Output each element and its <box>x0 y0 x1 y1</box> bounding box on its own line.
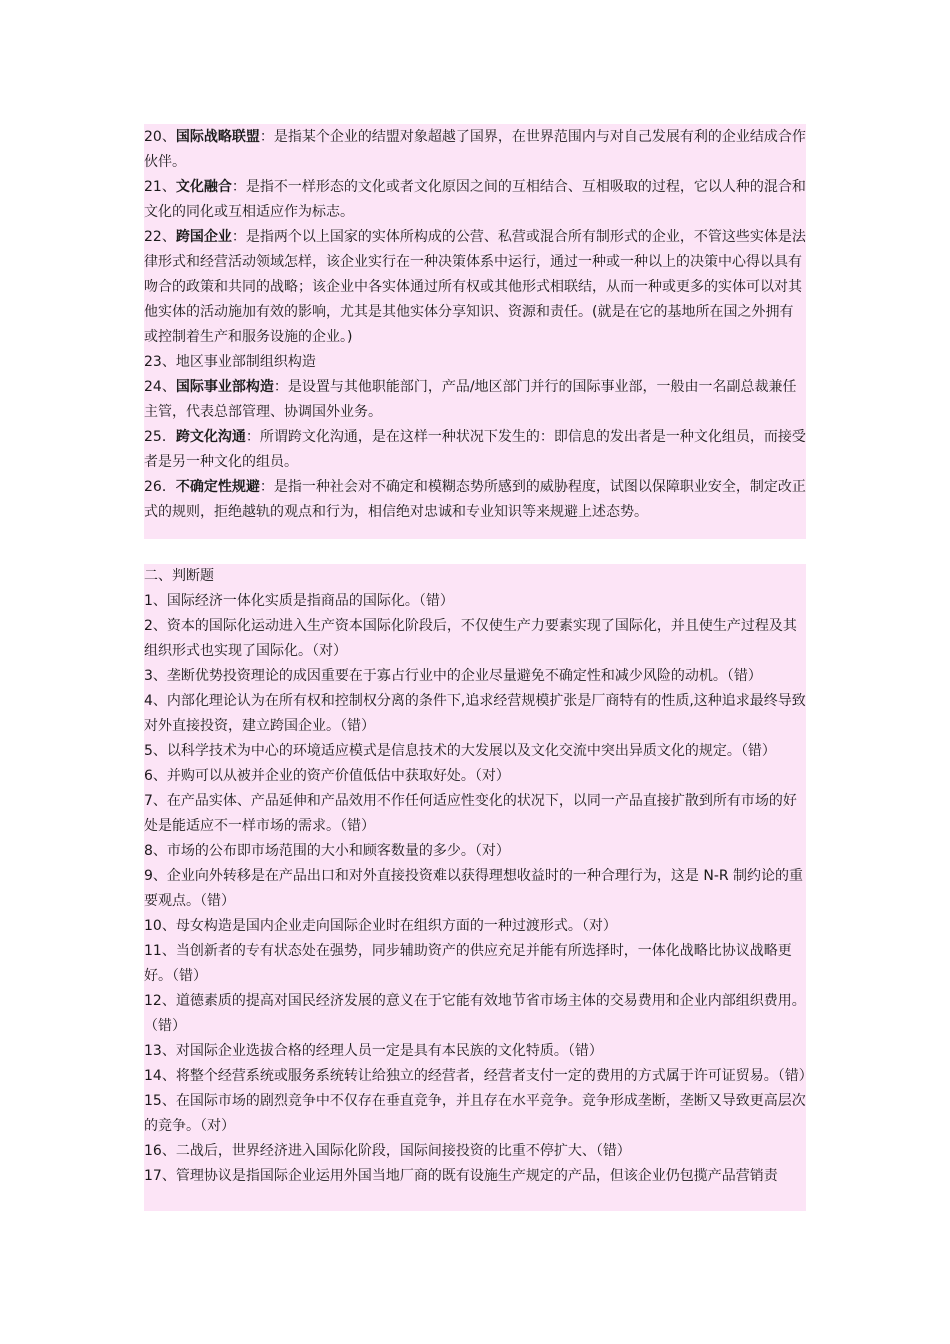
definition-text: 是指一种社会对不确定和模糊态势所感到的威胁程度，试图以保障职业安全，制定改正式的规则，拒绝越轨的观点和行为，相信绝对忠诚和专业知识等来规避上述态势。 <box>144 479 806 520</box>
definition-item <box>144 375 806 425</box>
definition-text: 所谓跨文化沟通，是在这样一种状况下发生的：即信息的发出者是一种文化组员，而接受者是另一种文化的组员。 <box>144 429 806 470</box>
judgment-item: 13、对国际企业选拔合格的经理人员一定是具有本民族的文化特质。（错） <box>144 1043 603 1059</box>
definition-text: 地区事业部制组织构造 <box>175 354 316 370</box>
judgment-item: 8、市场的公布即市场范围的大小和顾客数量的多少。（对） <box>144 843 510 859</box>
judgment-item: 3、垄断优势投资理论的成因重要在于寡占行业中的企业尽量避免不确定性和减少风险的动机。（错） <box>144 668 762 684</box>
term-separator: ： <box>259 479 274 495</box>
definition-text: 是设置与其他职能部门，产品/地区部门并行的国际事业部，一般由一名副总裁兼任主管，代表总部管理、协调国外业务。 <box>144 379 797 420</box>
item-number: 26． <box>144 479 176 495</box>
definition-term: 国际事业部构造 <box>175 379 274 395</box>
definition-text: 是指某个企业的结盟对象超越了国界，在世界范围内与对自己发展有利的企业结成合作伙伴。 <box>144 129 806 170</box>
item-number: 25． <box>144 429 176 445</box>
definition-text: 是指两个以上国家的实体所构成的公营、私营或混合所有制形式的企业，不管这些实体是法律形式和经营活动领域怎样，该企业实行在一种决策体系中运行，通过一种或一种以上的决策中心得以具有吻合的政策和共同的战略；该企业中各实体通过所有权或其他形式相联结，从而一种或更多的实体可以对其他实体的活动施加有效的影响，尤其是其他实体分享知识、资源和责任。(就是在它的基地所在国之外拥有或控制着生产和服务设施的企业。) <box>144 229 806 345</box>
judgment-item: 10、母女构造是国内企业走向国际企业时在组织方面的一种过渡形式。（对） <box>144 918 617 934</box>
judgment-item: 11、当创新者的专有状态处在强势，同步辅助资产的供应充足并能有所选择时，一体化战略比协议战略更好。（错） <box>144 943 792 984</box>
judgment-item: 17、管理协议是指国际企业运用外国当地厂商的既有设施生产规定的产品，但该企业仍包揽产品营销责 <box>144 1168 778 1184</box>
item-number: 23、 <box>144 354 176 370</box>
definition-term: 跨国企业 <box>175 229 232 245</box>
item-number: 20、 <box>144 129 176 145</box>
definition-item <box>144 350 806 375</box>
term-separator: ： <box>231 179 246 195</box>
item-number: 22、 <box>144 229 176 245</box>
definition-item <box>144 425 806 475</box>
definition-text: 是指不一样形态的文化或者文化原因之间的互相结合、互相吸取的过程，它以人种的混合和文化的同化或互相适应作为标志。 <box>144 179 806 220</box>
term-separator: ： <box>259 129 274 145</box>
item-number: 24、 <box>144 379 176 395</box>
definition-item <box>144 175 806 225</box>
section-title: 二、判断题 <box>144 568 214 584</box>
judgment-item: 14、将整个经营系统或服务系统转让给独立的经营者，经营者支付一定的费用的方式属于许可证贸易。（错） <box>144 1068 813 1084</box>
judgment-item: 15、在国际市场的剧烈竞争中不仅存在垂直竞争，并且存在水平竞争。竞争形成垄断，垄断又导致更高层次的竞争。（对） <box>144 1093 806 1134</box>
definition-item <box>144 475 806 525</box>
definition-item <box>144 225 806 350</box>
judgment-item: 9、企业向外转移是在产品出口和对外直接投资难以获得理想收益时的一种合理行为，这是 N-R 制约论的重要观点。（错） <box>144 868 804 909</box>
item-number: 21、 <box>144 179 176 195</box>
definitions-section <box>144 124 806 539</box>
judgment-item: 7、在产品实体、产品延伸和产品效用不作任何适应性变化的状况下，以同一产品直接扩散到所有市场的好处是能适应不一样市场的需求。（错） <box>144 793 797 834</box>
definition-term: 不确定性规避 <box>175 479 260 495</box>
term-separator: ： <box>231 229 246 245</box>
judgment-item: 6、并购可以从被并企业的资产价值低估中获取好处。（对） <box>144 768 510 784</box>
judgment-item: 2、资本的国际化运动进入生产资本国际化阶段后，不仅使生产力要素实现了国际化，并且使生产过程及其组织形式也实现了国际化。（对） <box>144 618 797 659</box>
judgment-item: 4、内部化理论认为在所有权和控制权分离的条件下,追求经营规模扩张是厂商特有的性质,这种追求最终导致对外直接投资，建立跨国企业。（错） <box>144 693 806 734</box>
judgment-item: 12、道德素质的提高对国民经济发展的意义在于它能有效地节省市场主体的交易费用和企业内部组织费用。（错） <box>144 993 806 1034</box>
term-separator: ： <box>273 379 288 395</box>
judgment-item: 5、以科学技术为中心的环境适应模式是信息技术的大发展以及文化交流中突出异质文化的规定。（错） <box>144 743 776 759</box>
judgment-section <box>144 564 813 1211</box>
judgment-item: 16、二战后，世界经济进入国际化阶段，国际间接投资的比重不停扩大、（错） <box>144 1143 631 1159</box>
definition-term: 跨文化沟通 <box>175 429 246 445</box>
definition-term: 国际战略联盟 <box>175 129 260 145</box>
definition-item <box>144 125 806 175</box>
judgment-item: 1、国际经济一体化实质是指商品的国际化。（错） <box>144 593 454 609</box>
definition-term: 文化融合 <box>175 179 232 195</box>
term-separator: ： <box>245 429 260 445</box>
